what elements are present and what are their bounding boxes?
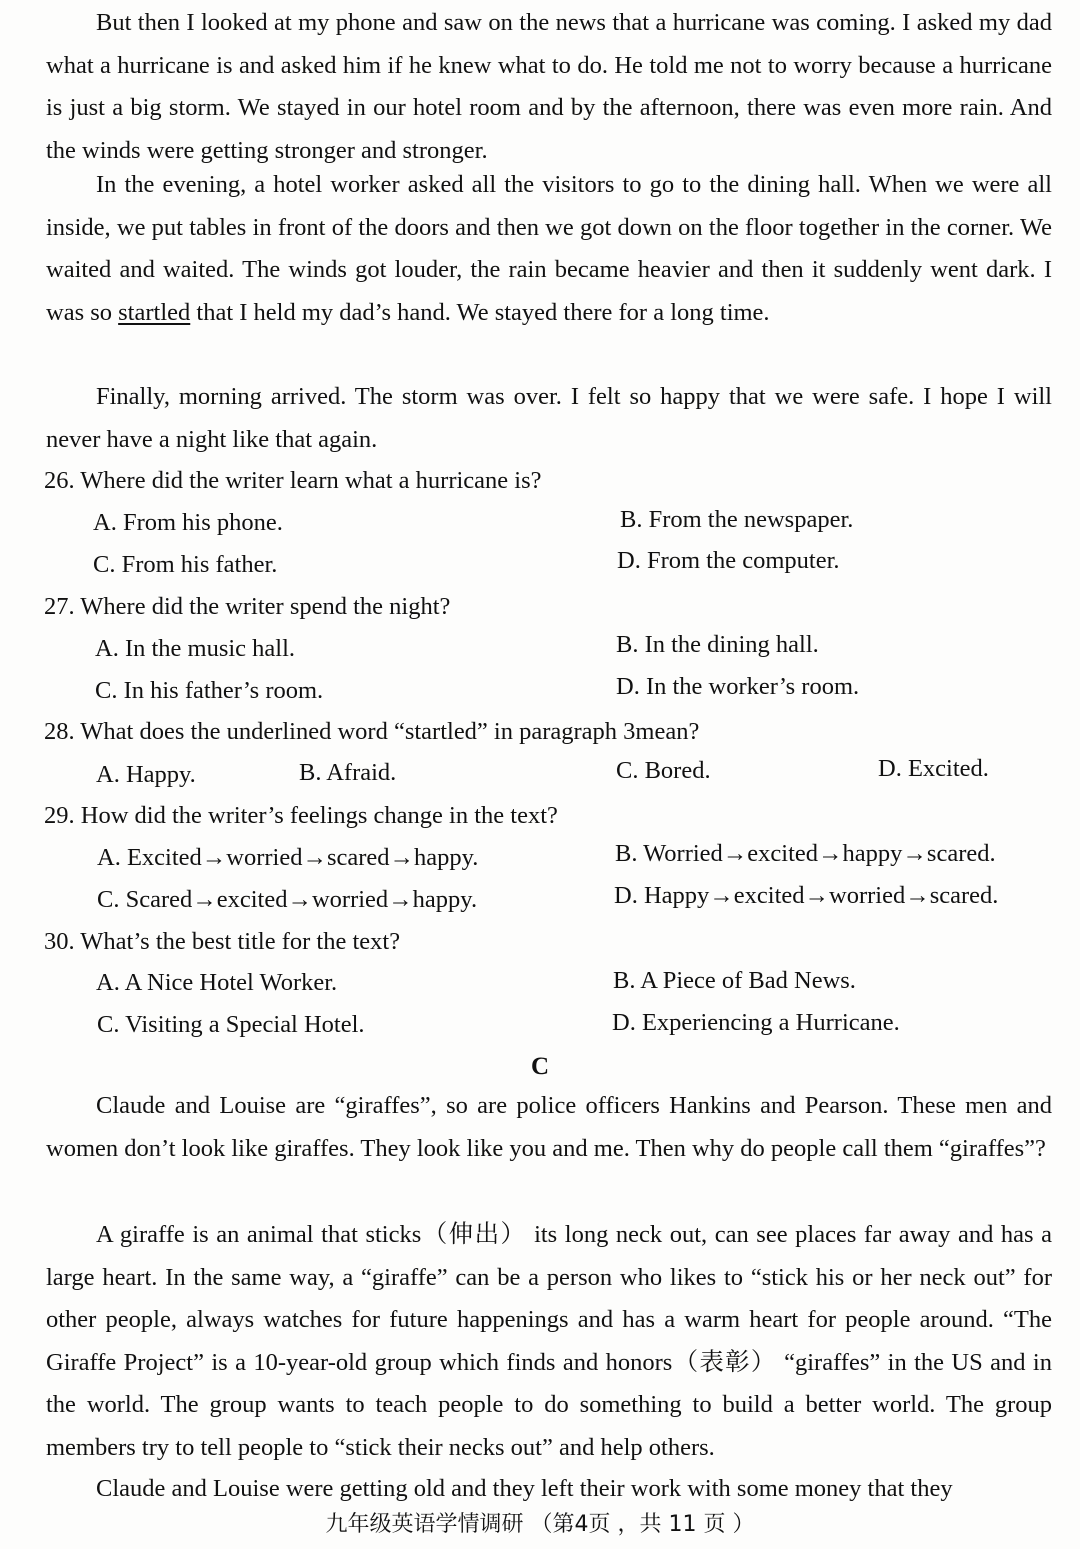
- passage-b-paragraph-2: [46, 164, 1052, 334]
- section-c-paragraph-2: A giraffe is an animal that sticks（伸出） its long neck out, can see places far away and has a large heart. In the same way, a “giraffe” can be a person who likes to “stick his or her neck out” for other people, always watches for future happenings and has a warm heart for people around. “The Giraffe Project” is a 10-year-old group which finds and honors（表彰） “giraffes” in the US and in the world. The group wants to teach people to do something to build a better world. The group members try to tell people to “stick their necks out” and help others.: [46, 1221, 1052, 1461]
- passage-b-paragraph-3: Finally, morning arrived. The storm was over. I felt so happy that we were safe. I hope I will never have a night like that again.: [46, 383, 1052, 453]
- question-26-stem: 26. Where did the writer learn what a hurricane is?: [44, 467, 542, 494]
- question-30-option-d: D. Experiencing a Hurricane.: [612, 1009, 900, 1036]
- underlined-word-startled: startled: [118, 298, 191, 326]
- question-29-stem: 29. How did the writer’s feelings change in the text?: [44, 802, 558, 829]
- question-28-option-c: C. Bored.: [616, 757, 711, 784]
- question-27-option-a: A. In the music hall.: [95, 635, 296, 662]
- question-26-option-d: D. From the computer.: [617, 547, 840, 574]
- section-c-paragraph-3: Claude and Louise were getting old and they left their work with some money that they: [96, 1475, 953, 1502]
- question-30-option-b: B. A Piece of Bad News.: [613, 967, 856, 994]
- question-26-option-a: A. From his phone.: [93, 509, 283, 536]
- section-c-title: C: [530, 1053, 550, 1080]
- question-30-option-c: C. Visiting a Special Hotel.: [97, 1011, 365, 1038]
- question-28-option-a: A. Happy.: [96, 761, 196, 788]
- question-27-stem: 27. Where did the writer spend the night?: [44, 593, 451, 620]
- question-29-option-b: B. Worried→excited→happy→scared.: [615, 840, 996, 867]
- question-26-option-c: C. From his father.: [93, 551, 278, 578]
- question-27-option-b: B. In the dining hall.: [616, 631, 819, 658]
- paragraph-2-text-before: In the evening, a hotel worker asked all the visitors to go to the dining hall. When we were all inside, we put tables in front of the doors and then we got down on the floor together in the corner. We waited and waited. The winds got louder, the rain became heavier and then it suddenly went dark. I was so: [46, 171, 1052, 326]
- question-29-option-a: A. Excited→worried→scared→happy.: [97, 844, 479, 871]
- section-c-paragraph-1: Claude and Louise are “giraffes”, so are police officers Hankins and Pearson. These men and women don’t look like giraffes. They look like you and me. Then why do people call them “giraffes”?: [46, 1092, 1052, 1162]
- question-29-option-d: D. Happy→excited→worried→scared.: [614, 882, 999, 909]
- question-27-option-c: C. In his father’s room.: [95, 677, 324, 704]
- passage-b-paragraph-1: But then I looked at my phone and saw on the news that a hurricane was coming. I asked my dad what a hurricane is and asked him if he knew what to do. He told me not to worry because a hurricane is just a big storm. We stayed in our hotel room and by the afternoon, there was even more rain. And the winds were getting stronger and stronger.: [46, 9, 1052, 164]
- question-28-option-b: B. Afraid.: [299, 759, 397, 786]
- question-30-option-a: A. A Nice Hotel Worker.: [96, 969, 338, 996]
- question-28-option-d: D. Excited.: [878, 755, 989, 782]
- question-27-option-d: D. In the worker’s room.: [616, 673, 860, 700]
- page-footer: 九年级英语学情调研 （第4页 ，共 11 页 ）: [325, 1512, 755, 1537]
- question-29-option-c: C. Scared→excited→worried→happy.: [97, 886, 478, 913]
- paragraph-2-text-after: that I held my dad’s hand. We stayed there for a long time.: [190, 298, 770, 326]
- question-28-stem: 28. What does the underlined word “startled” in paragraph 3mean?: [44, 718, 700, 745]
- question-30-stem: 30. What’s the best title for the text?: [44, 928, 401, 955]
- question-26-option-b: B. From the newspaper.: [620, 506, 854, 533]
